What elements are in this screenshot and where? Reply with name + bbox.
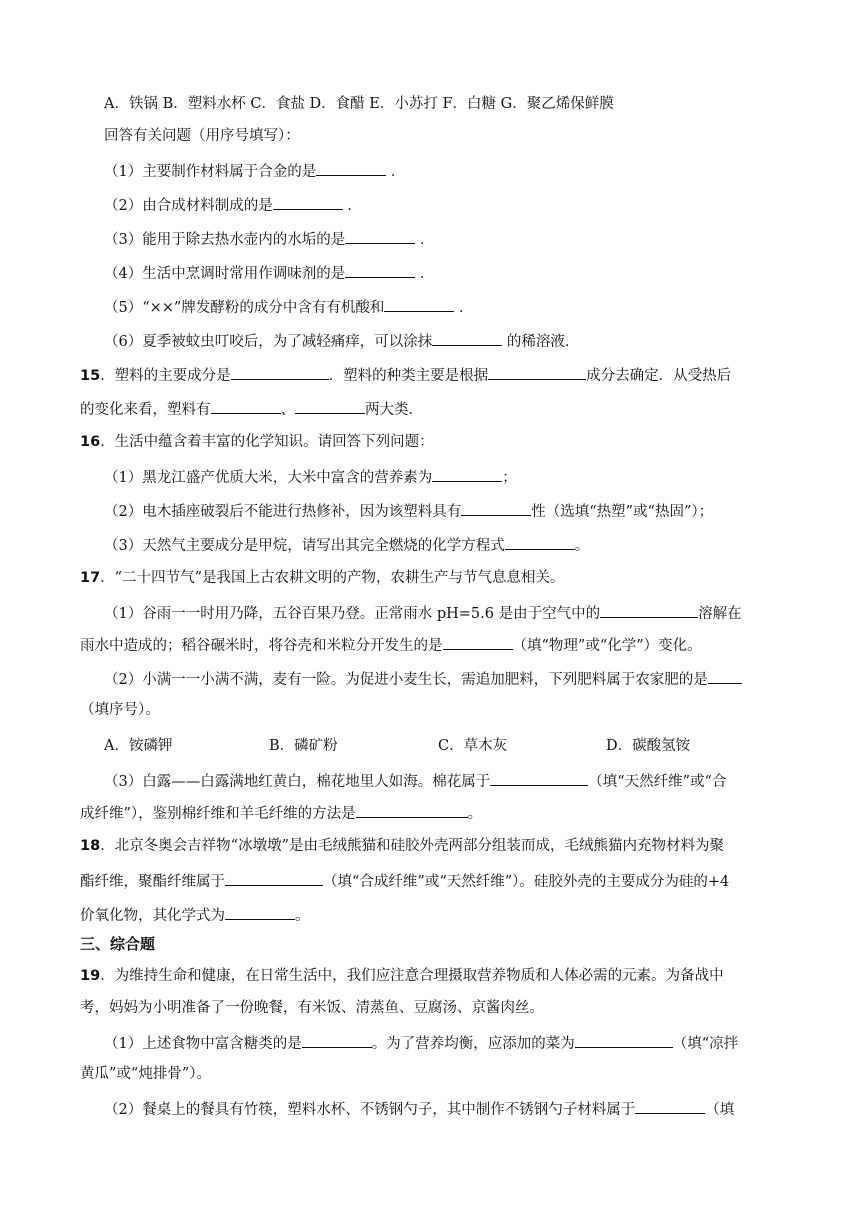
answer-blank[interactable] <box>225 904 295 920</box>
q19-line-2: 考，妈妈为小明准备了一份晚餐，有米饭、清蒸鱼、豆腐汤、京酱肉丝。 <box>80 1000 544 1016</box>
answer-blank[interactable] <box>384 296 454 312</box>
answer-blank[interactable] <box>505 534 575 550</box>
q19-line-1: 19．为维持生命和健康，在日常生活中，我们应注意合理摄取营养物质和人体必需的元素。为备战中 <box>80 968 724 984</box>
q14-item-5: （5）“××”牌发酵粉的成分中含有有机酸和 ． <box>104 296 804 318</box>
q19-item-2-line-1: （2）餐桌上的餐具有竹筷，塑料水杯、不锈钢勺子，其中制作不锈钢勺子材料属于 （填 <box>104 1098 804 1120</box>
q14-options-line: A．铁锅 B．塑料水杯 C．食盐 D．食醋 E．小苏打 F．白糖 G．聚乙烯保鲜膜 <box>104 96 614 112</box>
q18-line-3: 价氧化物，其化学式为 。 <box>80 904 780 926</box>
q18-line-2: 酯纤维，聚酯纤维属于 （填“合成纤维”或“天然纤维”）。硅胶外壳的主要成分为硅的+4 <box>80 870 780 892</box>
q17-stem: 17．“二十四节气”是我国上古农耕文明的产物，农耕生产与节气息息相关。 <box>80 570 565 586</box>
answer-blank[interactable] <box>635 1098 705 1114</box>
q16-item-1: （1）黑龙江盛产优质大米，大米中富含的营养素为 ； <box>104 466 804 488</box>
answer-blank[interactable] <box>708 668 742 684</box>
q14-prompt: 回答有关问题（用序号填写）： <box>104 128 300 144</box>
q17-item-1-line-1: （1）谷雨一一时用乃降，五谷百果乃登。正常雨水 pH=5.6 是由于空气中的 溶解在 <box>104 602 804 624</box>
q15-line-2: 的变化来看，塑料有 、 两大类． <box>80 398 780 420</box>
q17-item-2-line-1: （2）小满一一小满不满，麦有一险。为促进小麦生长，需追加肥料，下列肥料属于农家肥的是 <box>104 668 804 690</box>
answer-blank[interactable] <box>490 770 588 786</box>
q17-option-c: C．草木灰 <box>438 738 508 754</box>
q17-option-d: D．碳酸氢铵 <box>606 738 691 754</box>
q14-item-3: （3）能用于除去热水壶内的水垢的是 ． <box>104 228 804 250</box>
answer-blank[interactable] <box>231 364 329 380</box>
answer-blank[interactable] <box>225 870 323 886</box>
q17-option-b: B．磷矿粉 <box>269 738 338 754</box>
q16-item-2: （2）电木插座破裂后不能进行热修补，因为该塑料具有 性（选填“热塑”或“热固”）； <box>104 500 804 522</box>
answer-blank[interactable] <box>345 262 415 278</box>
answer-blank[interactable] <box>488 364 586 380</box>
q14-item-4: （4）生活中烹调时常用作调味剂的是 ． <box>104 262 804 284</box>
answer-blank[interactable] <box>295 398 365 414</box>
q19-item-1-line-2: 黄瓜”或“炖排骨”）。 <box>80 1066 211 1082</box>
q15-line-1: 15．塑料的主要成分是 ．塑料的种类主要是根据 成分去确定．从受热后 <box>80 364 780 386</box>
answer-blank[interactable] <box>575 1032 673 1048</box>
answer-blank[interactable] <box>432 330 502 346</box>
q17-item-3-line-2: 成纤维”），鉴别棉纤维和羊毛纤维的方法是 。 <box>80 802 780 824</box>
answer-blank[interactable] <box>316 160 386 176</box>
answer-blank[interactable] <box>443 634 513 650</box>
answer-blank[interactable] <box>356 802 468 818</box>
q14-item-6: （6）夏季被蚊虫叮咬后，为了减轻痛痒，可以涂抹 的稀溶液． <box>104 330 804 352</box>
q19-item-1-line-1: （1）上述食物中富含糖类的是 。为了营养均衡，应添加的菜为 （填“凉拌 <box>104 1032 804 1054</box>
answer-blank[interactable] <box>432 466 502 482</box>
q18-line-1: 18．北京冬奥会吉祥物“冰墩墩”是由毛绒熊猫和硅胶外壳两部分组装而成，毛绒熊猫内充物材料为聚 <box>80 838 725 854</box>
answer-blank[interactable] <box>461 500 531 516</box>
answer-blank[interactable] <box>345 228 415 244</box>
answer-blank[interactable] <box>273 194 343 210</box>
q14-item-2: （2）由合成材料制成的是 ． <box>104 194 804 216</box>
q17-option-a: A．铵磷钾 <box>104 738 173 754</box>
q17-item-2-line-2: （填序号）。 <box>80 702 160 718</box>
q14-item-1: （1）主要制作材料属于合金的是 ． <box>104 160 804 182</box>
q17-item-3-line-1: （3）白露——白露满地红黄白，棉花地里人如海。棉花属于 （填“天然纤维”或“合 <box>104 770 804 792</box>
section-heading: 三、综合题 <box>80 935 156 953</box>
answer-blank[interactable] <box>302 1032 372 1048</box>
q17-item-1-line-2: 雨水中造成的；稻谷碾米时，将谷壳和米粒分开发生的是 （填“物理”或“化学”）变化。 <box>80 634 780 656</box>
q16-item-3: （3）天然气主要成分是甲烷，请写出其完全燃烧的化学方程式 。 <box>104 534 804 556</box>
answer-blank[interactable] <box>211 398 281 414</box>
q16-stem: 16．生活中蕴含着丰富的化学知识。请回答下列问题： <box>80 434 434 450</box>
answer-blank[interactable] <box>600 602 698 618</box>
